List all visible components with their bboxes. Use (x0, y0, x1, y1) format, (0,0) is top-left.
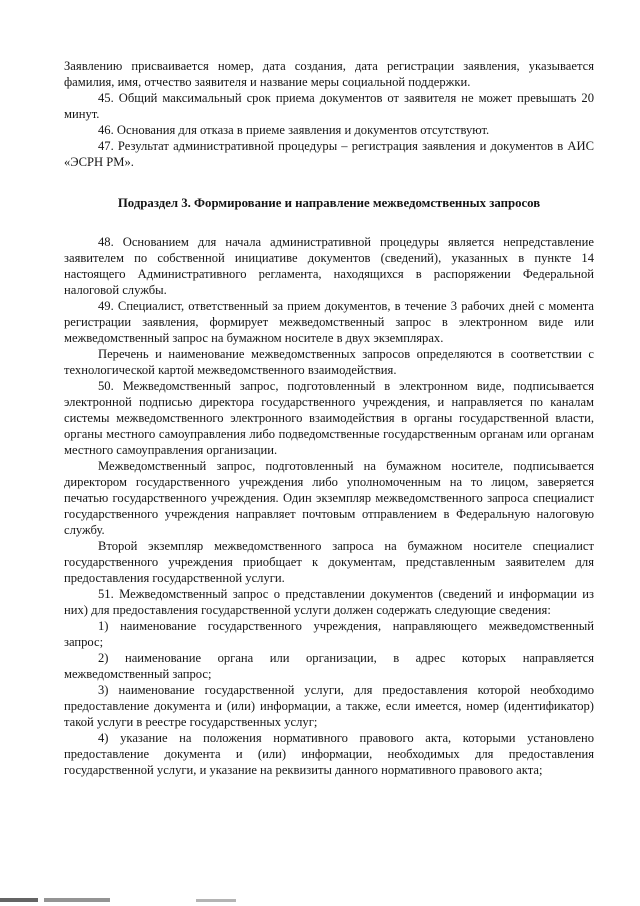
paragraph-45: 45. Общий максимальный срок приема документов от заявителя не может превышать 20 минут. (64, 91, 594, 121)
paragraph-paper-request: Межведомственный запрос, подготовленный на бумажном носителе, подписывается директором государственного учреждения либо уполномоченным на то лицом, заверяется печатью государственного учреждения. Один экземпляр межведомственного запроса специалист государственного учреждения направляет почтовым отправлением в Федеральную налоговую службу. (64, 459, 594, 537)
footer-scan-mark (0, 898, 110, 902)
footer-scan-mark-secondary (196, 899, 236, 902)
paragraph-47: 47. Результат административной процедуры – регистрация заявления и документов в АИС «ЭСРН РМ». (64, 139, 594, 169)
list-item-2: 2) наименование органа или организации, в адрес которых направляется межведомственный запрос; (64, 651, 594, 681)
paragraph-list-of-requests: Перечень и наименование межведомственных запросов определяются в соответствии с технологической картой межведомственного взаимодействия. (64, 347, 594, 377)
section-heading: Подраздел 3. Формирование и направление межведомственных запросов (117, 196, 541, 210)
paragraph-46: 46. Основания для отказа в приеме заявления и документов отсутствуют. (98, 123, 490, 137)
document-page (64, 58, 594, 778)
list-item-3: 3) наименование государственной услуги, для предоставления которой необходимо предоставление документа и (или) информации, а также, если имеется, номер (идентификатор) такой услуги в реестре государственных услуг; (64, 683, 594, 729)
list-item-1: 1) наименование государственного учреждения, направляющего межведомственный запрос; (64, 619, 594, 649)
paragraph-51: 51. Межведомственный запрос о представлении документов (сведений и информации из них) для предоставления государственной услуги должен содержать следующие сведения: (64, 587, 594, 617)
paragraph-48: 48. Основанием для начала административной процедуры является непредставление заявителем по собственной инициативе документов (сведений), указанных в пункте 14 настоящего Административного регламента, находящихся в распоряжении Федеральной налоговой службы. (64, 235, 594, 297)
list-item-4: 4) указание на положения нормативного правового акта, которыми установлено предоставление документа и (или) информации, необходимых для предоставления государственной услуги, и указание на реквизиты данного нормативного правового акта; (64, 731, 594, 777)
paragraph-49: 49. Специалист, ответственный за прием документов, в течение 3 рабочих дней с момента регистрации заявления, формирует межведомственный запрос в электронном виде или межведомственный запрос на бумажном носителе в двух экземплярах. (64, 299, 594, 345)
paragraph-continuation: Заявлению присваивается номер, дата создания, дата регистрации заявления, указывается фамилия, имя, отчество заявителя и название меры социальной поддержки. (64, 59, 594, 89)
paragraph-50: 50. Межведомственный запрос, подготовленный в электронном виде, подписывается электронной подписью директора государственного учреждения, и направляется по каналам системы межведомственного электронного взаимодействия в органы государственной власти, органы местного самоуправления либо подведомственные государственным органам или органам местного самоуправления организации. (64, 379, 594, 457)
paragraph-second-copy: Второй экземпляр межведомственного запроса на бумажном носителе специалист государственного учреждения приобщает к документам, представленным заявителем для предоставления государственной услуги. (64, 539, 594, 585)
